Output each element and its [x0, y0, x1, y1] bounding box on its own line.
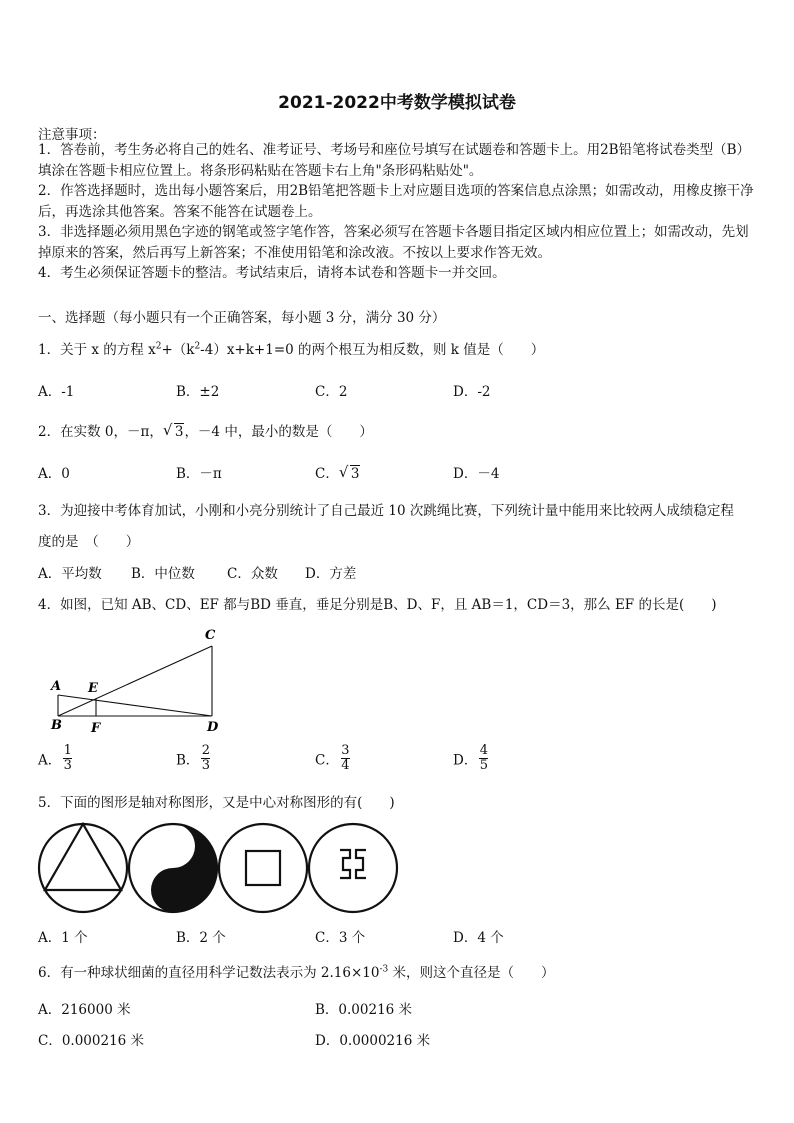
- question-6-stem: 6．有一种球状细菌的直径用科学记数法表示为 $2.16\times 10^{-3}$ 米，则这个直径是（ ）: [38, 964, 555, 981]
- q6-option-b[interactable]: B．0.00216 米: [315, 1002, 413, 1018]
- label-a: A: [51, 679, 62, 694]
- question-4-stem: 4．如图，已知 AB、CD、EF 都与BD 垂直，垂足分别是B、D、F，且 AB＝1，CD＝3，那么 EF 的长是( ): [38, 597, 717, 613]
- q1-option-a[interactable]: A．-1: [38, 384, 75, 400]
- geometry-figure: [40, 622, 240, 740]
- q2-option-a[interactable]: A．0: [38, 466, 70, 482]
- label-c: C: [205, 628, 216, 643]
- label-e: E: [88, 681, 98, 696]
- question-2-stem: 2．在实数 0，－π， √ 3，－4 中，最小的数是（ ）: [38, 421, 373, 440]
- q2-option-b[interactable]: B．－π: [176, 466, 222, 482]
- question-3-stem-line1: 3．为迎接中考体育加试，小刚和小亮分别统计了自己最近 10 次跳绳比赛，下列统计量中能用来比较两人成绩稳定程: [38, 503, 734, 519]
- question-1-stem: 1．关于 x 的方程 $x^2+(k^2-4)x+k+1=0$ 的两个根互为相反数，则 k 值是（ ）: [38, 341, 545, 358]
- notice-item-4: 4．考生必须保证答题卡的整洁。考试结束后，请将本试卷和答题卡一并交回。: [38, 265, 506, 281]
- notice-item-3: 3．非选择题必须用黑色字迹的钢笔或签字笔作答，答案必须写在答题卡各题目指定区域内相应位置上；如需改动，先划掉原来的答案，然后再写上新答案；不准使用铅笔和涂改液。不按以上要求作答无效。: [38, 224, 749, 261]
- q3-option-b[interactable]: B．中位数: [131, 566, 195, 582]
- q6-option-a[interactable]: A．216000 米: [38, 1002, 131, 1018]
- circle-square-figure: [219, 824, 307, 912]
- page-title: 2021-2022中考数学模拟试卷: [278, 93, 516, 113]
- circle-pattern-figure: [309, 824, 397, 912]
- notice-item-2: 2．作答选择题时，选出每小题答案后，用2B铅笔把答题卡上对应题目选项的答案信息点涂黑；如需改动，用橡皮擦干净后，再选涂其他答案。答案不能答在试题卷上。: [38, 183, 754, 220]
- q4-option-d[interactable]: D． $\frac{4}{5}$: [453, 743, 488, 773]
- notice-heading: 注意事项：: [38, 127, 106, 143]
- q2-option-d[interactable]: D．－4: [453, 466, 500, 482]
- q6-option-c[interactable]: C．0.000216 米: [38, 1033, 145, 1049]
- sqrt-symbol: √ 3: [338, 463, 360, 482]
- q3-option-d[interactable]: D．方差: [305, 566, 357, 582]
- q4-option-c[interactable]: C． $\frac{3}{4}$: [315, 743, 350, 773]
- sqrt-symbol: √ 3: [162, 421, 184, 440]
- q5-option-b[interactable]: B．2 个: [176, 930, 226, 946]
- section-heading: 一、选择题（每小题只有一个正确答案，每小题 3 分，满分 30 分）: [38, 310, 446, 326]
- label-f: F: [91, 721, 101, 736]
- q4-option-b[interactable]: B． $\frac{2}{3}$: [176, 743, 211, 773]
- q5-option-d[interactable]: D．4 个: [453, 930, 504, 946]
- notice-item-1: 1．答卷前，考生务必将自己的姓名、准考证号、考场号和座位号填写在试题卷和答题卡上。用2B铅笔将试卷类型（B）填涂在答题卡相应位置上。将条形码粘贴在答题卡右上角"条形码粘贴处"。: [38, 142, 751, 179]
- question-5-stem: 5．下面的图形是轴对称图形，又是中心对称图形的有( ): [38, 795, 395, 811]
- q2-option-c[interactable]: C． √ 3: [315, 463, 360, 482]
- yin-yang-figure: [129, 824, 217, 912]
- q1-option-c[interactable]: C．2: [315, 384, 348, 400]
- label-b: B: [51, 718, 62, 733]
- q3-option-a[interactable]: A．平均数: [38, 566, 102, 582]
- q4-option-a[interactable]: A． $\frac{1}{3}$: [38, 743, 72, 773]
- q5-option-a[interactable]: A．1 个: [38, 930, 88, 946]
- label-d: D: [207, 720, 219, 735]
- circle-triangle-figure: [39, 824, 127, 912]
- q1-option-d[interactable]: D．-2: [453, 384, 491, 400]
- q3-option-c[interactable]: C．众数: [227, 566, 278, 582]
- q1-option-b[interactable]: B．±2: [176, 384, 220, 400]
- q6-option-d[interactable]: D．0.0000216 米: [315, 1033, 431, 1049]
- question-3-stem-line2: 度的是 （ ）: [38, 534, 140, 550]
- symmetry-figures: [36, 820, 406, 916]
- q5-option-c[interactable]: C．3 个: [315, 930, 366, 946]
